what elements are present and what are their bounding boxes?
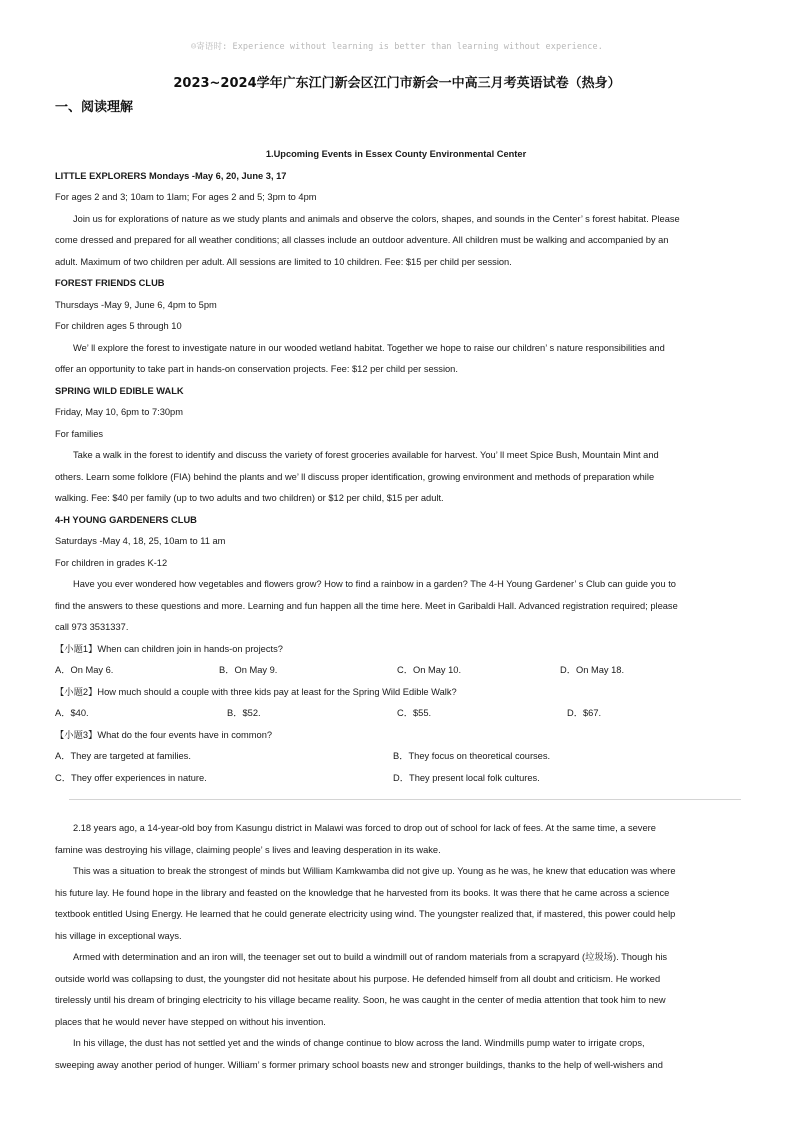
event-1-desc-line: Join us for explorations of nature as we study plants and animals and observe the colors, shapes, and sounds in the Center’ s forest habitat. Please: [73, 213, 680, 224]
event-2-desc-line: offer an opportunity to take part in hands-on conservation projects. Fee: $12 per child per session.: [55, 364, 458, 374]
event-3-ages: For families: [55, 428, 104, 439]
option-b[interactable]: B．On May 9.: [219, 665, 278, 675]
event-3-desc-line: others. Learn some folklore (FIA) behind the plants and we’ ll discuss proper identification, growing environment and methods of preparation while: [55, 471, 655, 482]
event-2-name: FOREST FRIENDS CLUB: [55, 278, 165, 288]
question-3-stem: 【小题3】What do the four events have in common?: [55, 729, 273, 740]
event-4-desc-line: call 973 3531337.: [55, 622, 129, 632]
watermark-quote: ☺寄语时: Experience without learning is better than learning without experience.: [191, 42, 603, 52]
passage-1-title: 1.Upcoming Events in Essex County Environmental Center: [265, 149, 527, 159]
event-2-desc-line: We’ ll explore the forest to investigate nature in our wooded wetland habitat. Together we hope to raise our children’ s nature responsibilities and: [73, 342, 665, 353]
passage-2-line: famine was destroying his village, claiming people’ s lives and leaving desperation in its wake.: [55, 844, 441, 855]
exam-content: [55, 144, 737, 1076]
option-a[interactable]: A．On May 6.: [55, 665, 114, 675]
passage-2-line: 2.18 years ago, a 14-year-old boy from Kasungu district in Malawi was forced to drop out of school for lack of fees. At the same time, a severe: [73, 823, 656, 833]
event-4-time: Saturdays -May 4, 18, 25, 10am to 11 am: [55, 536, 226, 546]
option-b[interactable]: B．They focus on theoretical courses.: [393, 751, 551, 761]
passage-2-line: Armed with determination and an iron will, the teenager set out to build a windmill out of random materials from a scrapyard (垃圾场). Though his: [73, 952, 668, 962]
passage-2-line: places that he would never have stepped on without his invention.: [55, 1016, 326, 1027]
event-1-name: LITTLE EXPLORERS Mondays -May 6, 20, June 3, 17: [55, 170, 287, 181]
event-3-name: SPRING WILD EDIBLE WALK: [55, 385, 184, 396]
passage-2-line: tirelessly until his dream of bringing electricity to his village became reality. Soon, he was caught in the center of media attention that took him to new: [55, 995, 666, 1005]
passage-2-line: In his village, the dust has not settled yet and the winds of change continue to blow across the land. Windmills pump water to irrigate crops,: [73, 1038, 645, 1048]
option-c[interactable]: C．$55.: [397, 708, 432, 718]
event-3-time: Friday, May 10, 6pm to 7:30pm: [55, 407, 183, 417]
event-4-desc-line: Have you ever wondered how vegetables and flowers grow? How to find a rainbow in a garden? The 4-H Young Gardener’ s Club can guide you to: [73, 579, 676, 589]
question-2-stem: 【小题2】How much should a couple with three kids pay at least for the Spring Wild Edible Walk?: [55, 686, 457, 697]
event-2-time: Thursdays -May 9, June 6, 4pm to 5pm: [55, 299, 217, 310]
question-3-options-row-2: [55, 768, 737, 790]
option-d[interactable]: D．On May 18.: [560, 665, 625, 675]
option-d[interactable]: D．They present local folk cultures.: [393, 772, 540, 783]
option-c[interactable]: C．On May 10.: [397, 665, 462, 675]
passage-2-line: sweeping away another period of hunger. William’ s former primary school boasts new and stronger buildings, thanks to the help of well-wishers and: [55, 1059, 663, 1070]
page-title: 2023~2024学年广东江门新会区江门市新会一中高三月考英语试卷（热身）: [173, 76, 621, 91]
option-c[interactable]: C．They offer experiences in nature.: [55, 772, 207, 783]
question-2-options: [55, 703, 737, 725]
option-a[interactable]: A．They are targeted at families.: [55, 751, 191, 761]
question-3-options-row-1: [55, 746, 737, 768]
option-d[interactable]: D．$67.: [567, 708, 602, 718]
section-heading: 一、阅读理解: [55, 100, 134, 115]
event-4-desc-line: find the answers to these questions and more. Learning and fun happen all the time here. Meet in Garibaldi Hall. Advanced registration required; please: [55, 600, 678, 611]
passage-2-line: textbook entitled Using Energy. He learned that he could generate electricity using wind. The youngster realized that, if mastered, this power could help: [55, 909, 676, 919]
passage-2-line: This was a situation to break the strongest of minds but William Kamkwamba did not give up. Young as he was, he knew that education was where: [73, 866, 676, 876]
question-1-stem: 【小题1】When can children join in hands-on projects?: [55, 643, 283, 654]
passage-2-line: his village in exceptional ways.: [55, 930, 182, 941]
passage-2-line: outside world was collapsing to dust, the youngster did not hesitate about his purpose. He defended himself from all doubt and criticism. He worked: [55, 973, 661, 984]
question-1-options: [55, 660, 737, 682]
event-4-ages: For children in grades K-12: [55, 557, 168, 568]
option-a[interactable]: A．$40.: [55, 708, 89, 718]
event-1-ages: For ages 2 and 3; 10am to 1lam; For ages 2 and 5; 3pm to 4pm: [55, 192, 317, 202]
event-1-desc-line: adult. Maximum of two children per adult. All sessions are limited to 10 children. Fee: $15 per child per session.: [55, 256, 512, 267]
section-divider: [69, 799, 741, 800]
event-2-ages: For children ages 5 through 10: [55, 321, 182, 331]
event-4-name: 4-H YOUNG GARDENERS CLUB: [55, 514, 197, 525]
event-3-desc-line: Take a walk in the forest to identify and discuss the variety of forest groceries available for harvest. You’ ll meet Spice Bush, Mountain Mint and: [73, 450, 659, 460]
event-3-desc-line: walking. Fee: $40 per family (up to two adults and two children) or $12 per child, $15 per adult.: [55, 493, 444, 503]
passage-2-line: his future lay. He found hope in the library and feasted on the knowledge that he harvested from its books. It was there that he came across a science: [55, 887, 670, 898]
option-b[interactable]: B．$52.: [227, 708, 261, 718]
event-1-desc-line: come dressed and prepared for all weather conditions; all classes include an outdoor adventure. All children must be walking and accompanied by an: [55, 235, 669, 245]
